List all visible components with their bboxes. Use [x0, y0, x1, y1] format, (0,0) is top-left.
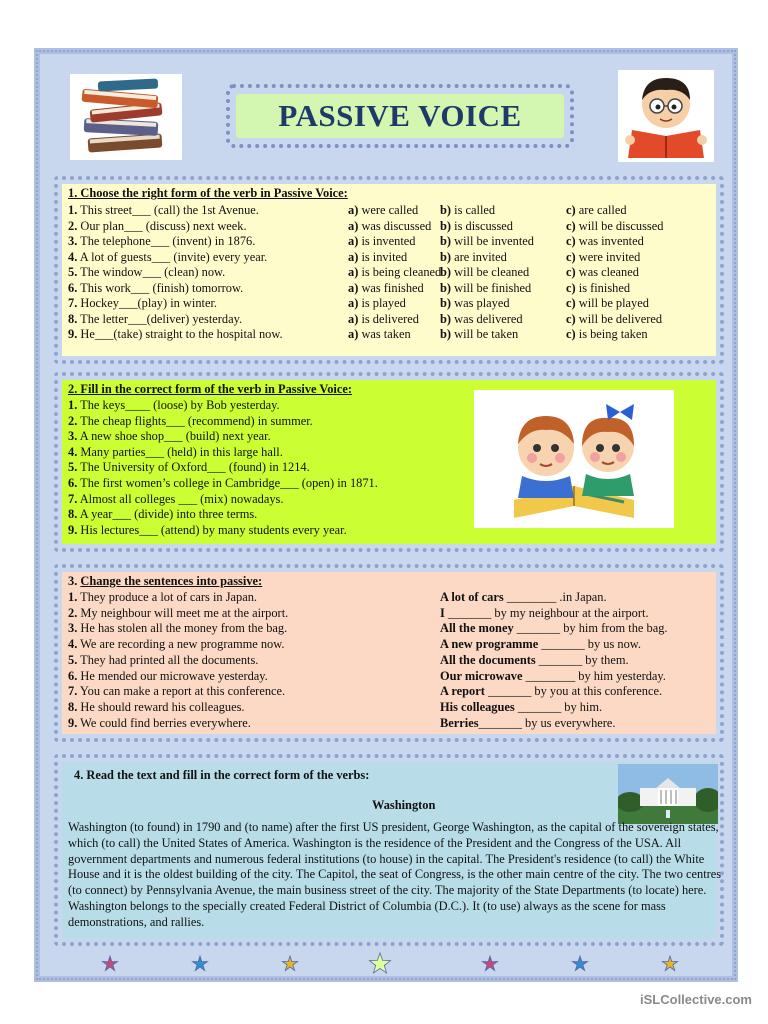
exercise-4-heading: 4. Read the text and fill in the correct form of the verbs: — [74, 768, 370, 782]
exercise-3-number: 3. — [68, 574, 78, 588]
star-icon — [482, 956, 497, 971]
star-icon — [282, 956, 297, 971]
footer-watermark: iSLCollective.com — [640, 992, 752, 1007]
white-house-photo — [618, 764, 718, 824]
boy-reading-icon — [618, 70, 714, 162]
exercise-2-row: 8. A year___ (divide) into three terms. — [68, 507, 258, 522]
exercise-2-row: 2. The cheap flights___ (recommend) in summer. — [68, 413, 313, 428]
title-frame — [226, 84, 574, 148]
star-icon — [662, 956, 677, 971]
star-icon — [102, 956, 117, 971]
stars-icon — [70, 952, 710, 976]
exercise-2-row: 1. The keys____ (loose) by Bob yesterday. — [68, 398, 280, 412]
exercise-2-row: 3. A new shoe shop___ (build) next year. — [68, 429, 271, 444]
star-icon — [370, 953, 391, 973]
text-title: Washington — [372, 798, 436, 812]
star-icon — [192, 956, 207, 971]
decorative-stars-row — [70, 952, 710, 974]
exercise-2-row: 7. Almost all colleges ___ (mix) nowadays. — [68, 491, 284, 506]
exercise-3-section: 3. Change the sentences into passive: 1. They produce a lot of cars in Japan. A lot of cars ________ .in Japan. 2. My neighbour will meet me at the airport. I _______ by my neighbour at the airport. 3. He has stolen all the money from the bag. All the money _______ by him from the bag. 4. We are recording a new programme now. A new programme _______ by us now. 5. They had printed all the documents. All the documents _______ by them. 6. He mended our microwave yesterday. Our microwave ________ by him yesterday. 7. You can make a report at this conference. A report _______ by you at this conference. 8. He should reward his colleagues. His colleagues _______ by him. 9. We could find berries everywhere. Berries_______ by us everywhere. — [54, 564, 724, 742]
exercise-2-row: 9. His lectures___ (attend) by many students every year. — [68, 522, 347, 537]
exercise-2-row: 4. Many parties___ (held) in this large hall. — [68, 444, 283, 459]
star-icon — [572, 956, 587, 971]
exercise-1-section: 1. Choose the right form of the verb in Passive Voice: 1. This street___ (call) the 1st Avenue. a) were called b) is called c) are called 2. Our plan___ (discuss) next week. a) was discussed b) is discussed c) will be discussed 3. The telephone___ (invent) in 1876. a) is invented b) will be invented c) was invented 4. A lot of guests___ (invite) every year. a) is invited b) are invited c) were invited 5. The window___ (clean) now. a) is being cleaned b) will be cleaned c) was cleaned 6. This work___ (finish) tomorrow. a) was finished b) will be finished c) is finished 7. Hockey___(play) in winter. a) is played b) was played c) will be played 8. The letter___(deliver) yesterday. a) is delivered b) was delivered c) will be delivered 9. He___(take) straight to the hospital now. a) was taken b) will be taken c) is being taken — [54, 176, 724, 364]
exercise-2-section — [54, 372, 724, 552]
worksheet-page — [34, 48, 738, 982]
exercise-3-heading-line — [68, 574, 262, 590]
washington-text: Washington (to found) in 1790 and (to name) after the first US president, George Washington, as the capital of the sovereign states, which (to call) the United States of America. Washington is the residence of the President and the Congress of the USA. All government departments and numerous federal institutions (to house) in the capital. The President's residence (to call) the White House and it is the oldest building of the city. The Capitol, the seat of Congress, is the other main centre of the city. The two centres (to connect) by Pennsylvania Avenue, the main business street of the city. The majority of the State Departments (to locate) here. Washington belongs to the specially created Federal District of Columbia (D.C.). It (to use) always as the scene for mass demonstrations, and rallies. — [68, 820, 722, 929]
page-title: PASSIVE VOICE — [278, 98, 522, 133]
exercise-2-row: 6. The first women’s college in Cambridge___ (open) in 1871. — [68, 476, 378, 490]
exercise-3-heading: Change the sentences into passive: — [80, 574, 263, 588]
exercise-4-section — [54, 754, 724, 946]
exercise-2-heading: 2. Fill in the correct form of the verb in Passive Voice: — [68, 382, 353, 396]
exercise-1-heading: 1. Choose the right form of the verb in Passive Voice: — [68, 186, 348, 200]
children-reading-icon — [474, 390, 674, 528]
title-banner — [236, 94, 564, 138]
exercise-2-row: 5. The University of Oxford___ (found) in 1214. — [68, 460, 310, 475]
stack-of-books-icon — [70, 74, 182, 160]
